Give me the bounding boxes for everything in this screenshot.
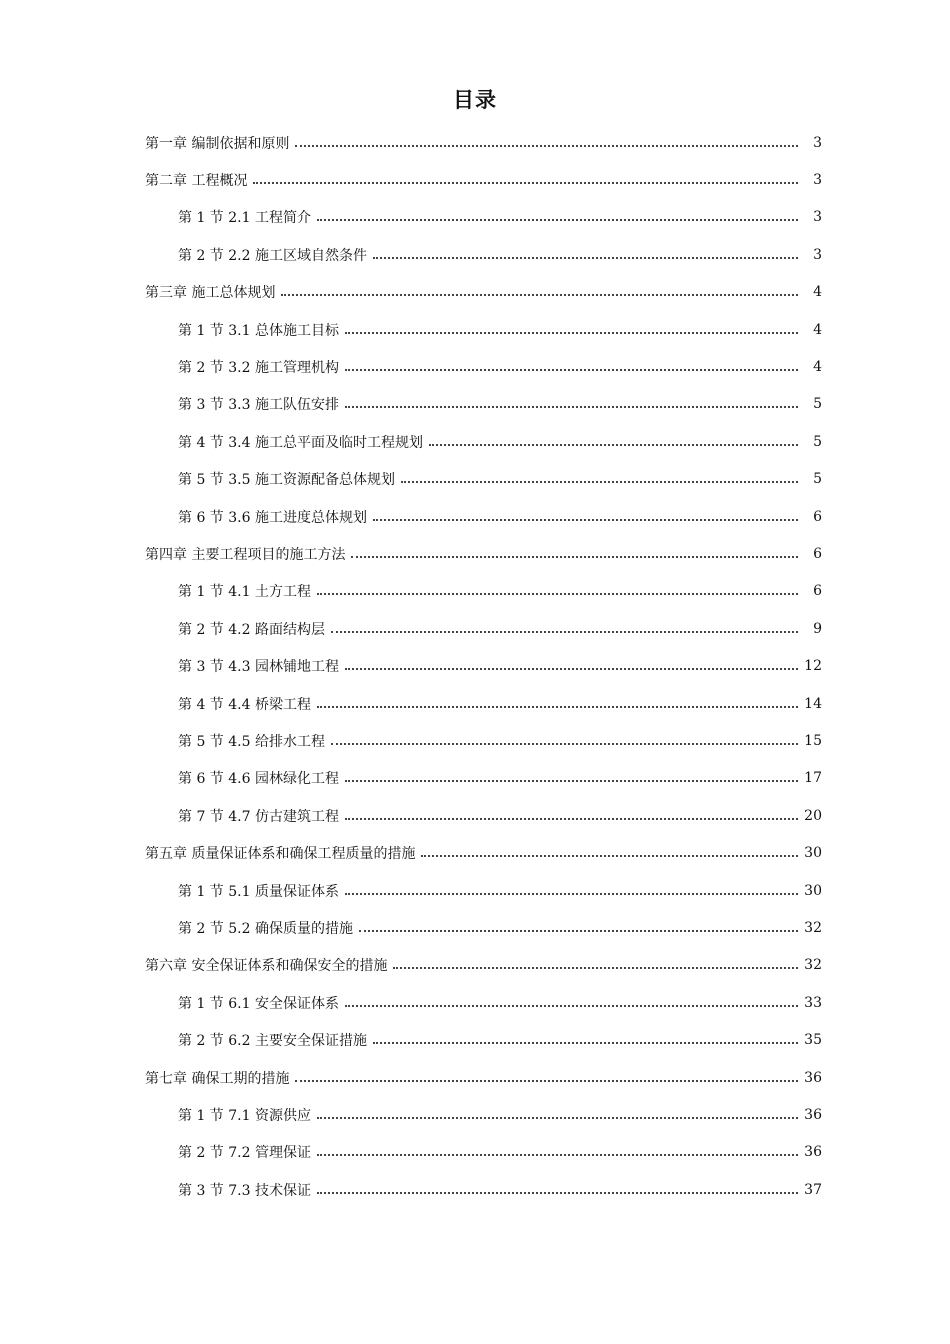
toc-page-number: 3 <box>813 171 822 188</box>
toc-entry-label: 第 1 节 4.1 土方工程 <box>178 584 311 601</box>
toc-section-entry[interactable] <box>178 311 822 348</box>
toc-section-entry[interactable] <box>178 872 822 909</box>
toc-dot-leader <box>345 332 798 334</box>
toc-entry-label: 第 2 节 6.2 主要安全保证措施 <box>178 1033 367 1050</box>
toc-entry-label: 第 6 节 3.6 施工进度总体规划 <box>178 509 367 526</box>
toc-dot-leader <box>345 406 798 408</box>
toc-page-number: 36 <box>804 1106 822 1123</box>
toc-section-entry[interactable] <box>178 722 822 759</box>
toc-section-entry[interactable] <box>178 1171 822 1208</box>
toc-dot-leader <box>317 1192 798 1194</box>
toc-dot-leader <box>373 519 798 521</box>
toc-entry-label: 第 2 节 5.2 确保质量的措施 <box>178 920 353 937</box>
toc-entry-label: 第七章 确保工期的措施 <box>145 1070 290 1087</box>
toc-chapter-entry[interactable] <box>145 124 822 161</box>
toc-entry-label: 第 4 节 3.4 施工总平面及临时工程规划 <box>178 434 423 451</box>
toc-section-entry[interactable] <box>178 236 822 273</box>
toc-entry-label: 第二章 工程概况 <box>145 172 248 189</box>
toc-entry-label: 第 3 节 7.3 技术保证 <box>178 1182 311 1199</box>
toc-page-number: 9 <box>813 620 822 637</box>
toc-page-number: 4 <box>813 284 822 301</box>
toc-section-entry[interactable] <box>178 1134 822 1171</box>
toc-entry-label: 第 3 节 4.3 园林铺地工程 <box>178 659 339 676</box>
toc-dot-leader <box>345 780 798 782</box>
toc-section-entry[interactable] <box>178 909 822 946</box>
toc-dot-leader <box>359 930 798 932</box>
toc-page-number: 35 <box>804 1032 822 1049</box>
toc-page-number: 12 <box>804 658 822 675</box>
toc-entry-label: 第 1 节 3.1 总体施工目标 <box>178 322 339 339</box>
toc-page-number: 6 <box>813 545 822 562</box>
toc-dot-leader <box>317 706 798 708</box>
toc-section-entry[interactable] <box>178 984 822 1021</box>
toc-chapter-entry[interactable] <box>145 835 822 872</box>
toc-dot-leader <box>401 481 798 483</box>
toc-dot-leader <box>317 219 798 221</box>
toc-dot-leader <box>345 893 798 895</box>
toc-page-number: 5 <box>813 471 822 488</box>
toc-dot-leader <box>373 257 798 259</box>
toc-chapter-entry[interactable] <box>145 947 822 984</box>
toc-page-number: 3 <box>813 209 822 226</box>
toc-entry-label: 第 2 节 3.2 施工管理机构 <box>178 359 339 376</box>
toc-section-entry[interactable] <box>178 1096 822 1133</box>
toc-section-entry[interactable] <box>178 648 822 685</box>
toc-entry-label: 第 3 节 3.3 施工队伍安排 <box>178 397 339 414</box>
toc-page-number: 32 <box>804 919 822 936</box>
toc-page-number: 6 <box>813 508 822 525</box>
toc-dot-leader <box>317 593 798 595</box>
toc-entry-label: 第四章 主要工程项目的施工方法 <box>145 546 346 563</box>
toc-dot-leader <box>317 1154 798 1156</box>
toc-entry-label: 第六章 安全保证体系和确保安全的措施 <box>145 958 388 975</box>
toc-page-number: 33 <box>804 994 822 1011</box>
toc-section-entry[interactable] <box>178 1022 822 1059</box>
toc-chapter-entry[interactable] <box>145 161 822 198</box>
toc-entry-label: 第 5 节 4.5 给排水工程 <box>178 733 325 750</box>
toc-page-number: 37 <box>804 1181 822 1198</box>
toc-page-number: 5 <box>813 396 822 413</box>
toc-dot-leader <box>295 1080 798 1082</box>
toc-page-number: 30 <box>804 882 822 899</box>
toc-section-entry[interactable] <box>178 386 822 423</box>
toc-dot-leader <box>345 668 798 670</box>
toc-section-entry[interactable] <box>178 573 822 610</box>
toc-entry-label: 第 2 节 7.2 管理保证 <box>178 1145 311 1162</box>
toc-dot-leader <box>429 444 798 446</box>
toc-dot-leader <box>345 818 798 820</box>
toc-entry-label: 第五章 质量保证体系和确保工程质量的措施 <box>145 846 416 863</box>
toc-page-number: 36 <box>804 1144 822 1161</box>
toc-dot-leader <box>345 1005 798 1007</box>
toc-entry-label: 第一章 编制依据和原则 <box>145 135 290 152</box>
toc-entry-label: 第三章 施工总体规划 <box>145 285 276 302</box>
toc-chapter-entry[interactable] <box>145 535 822 572</box>
toc-section-entry[interactable] <box>178 461 822 498</box>
toc-page-number: 3 <box>813 134 822 151</box>
toc-chapter-entry[interactable] <box>145 274 822 311</box>
toc-page-number: 3 <box>813 246 822 263</box>
toc-section-entry[interactable] <box>178 498 822 535</box>
toc-section-entry[interactable] <box>178 423 822 460</box>
toc-dot-leader <box>373 1042 798 1044</box>
toc-page-number: 6 <box>813 583 822 600</box>
toc-section-entry[interactable] <box>178 610 822 647</box>
toc-entry-label: 第 7 节 4.7 仿古建筑工程 <box>178 808 339 825</box>
toc-entry-label: 第 5 节 3.5 施工资源配备总体规划 <box>178 472 395 489</box>
toc-dot-leader <box>351 556 798 558</box>
toc-dot-leader <box>317 1117 798 1119</box>
toc-section-entry[interactable] <box>178 199 822 236</box>
toc-section-entry[interactable] <box>178 760 822 797</box>
toc-page-number: 15 <box>804 732 822 749</box>
toc-dot-leader <box>393 967 798 969</box>
toc-section-entry[interactable] <box>178 685 822 722</box>
toc-section-entry[interactable] <box>178 348 822 385</box>
toc-page-number: 20 <box>804 807 822 824</box>
toc-page-number: 17 <box>804 770 822 787</box>
toc-entry-label: 第 2 节 4.2 路面结构层 <box>178 621 325 638</box>
toc-dot-leader <box>253 182 798 184</box>
toc-page-number: 4 <box>813 358 822 375</box>
toc-entry-label: 第 2 节 2.2 施工区域自然条件 <box>178 247 367 264</box>
toc-dot-leader <box>281 294 798 296</box>
toc-entry-label: 第 1 节 5.1 质量保证体系 <box>178 883 339 900</box>
toc-section-entry[interactable] <box>178 797 822 834</box>
toc-entry-label: 第 1 节 7.1 资源供应 <box>178 1107 311 1124</box>
page-title: 目录 <box>453 88 497 112</box>
toc-page-number: 5 <box>813 433 822 450</box>
toc-dot-leader <box>421 855 798 857</box>
toc-page-number: 36 <box>804 1069 822 1086</box>
toc-dot-leader <box>331 631 798 633</box>
toc-dot-leader <box>295 145 798 147</box>
toc-dot-leader <box>345 369 798 371</box>
toc-chapter-entry[interactable] <box>145 1059 822 1096</box>
toc-page-number: 4 <box>813 321 822 338</box>
toc-page-number: 14 <box>804 695 822 712</box>
toc-page-number: 32 <box>804 957 822 974</box>
toc-entry-label: 第 4 节 4.4 桥梁工程 <box>178 696 311 713</box>
toc-entry-label: 第 1 节 2.1 工程简介 <box>178 210 311 227</box>
toc-dot-leader <box>331 743 798 745</box>
toc-entry-label: 第 6 节 4.6 园林绿化工程 <box>178 771 339 788</box>
toc-page-number: 30 <box>804 845 822 862</box>
toc-entry-label: 第 1 节 6.1 安全保证体系 <box>178 995 339 1012</box>
